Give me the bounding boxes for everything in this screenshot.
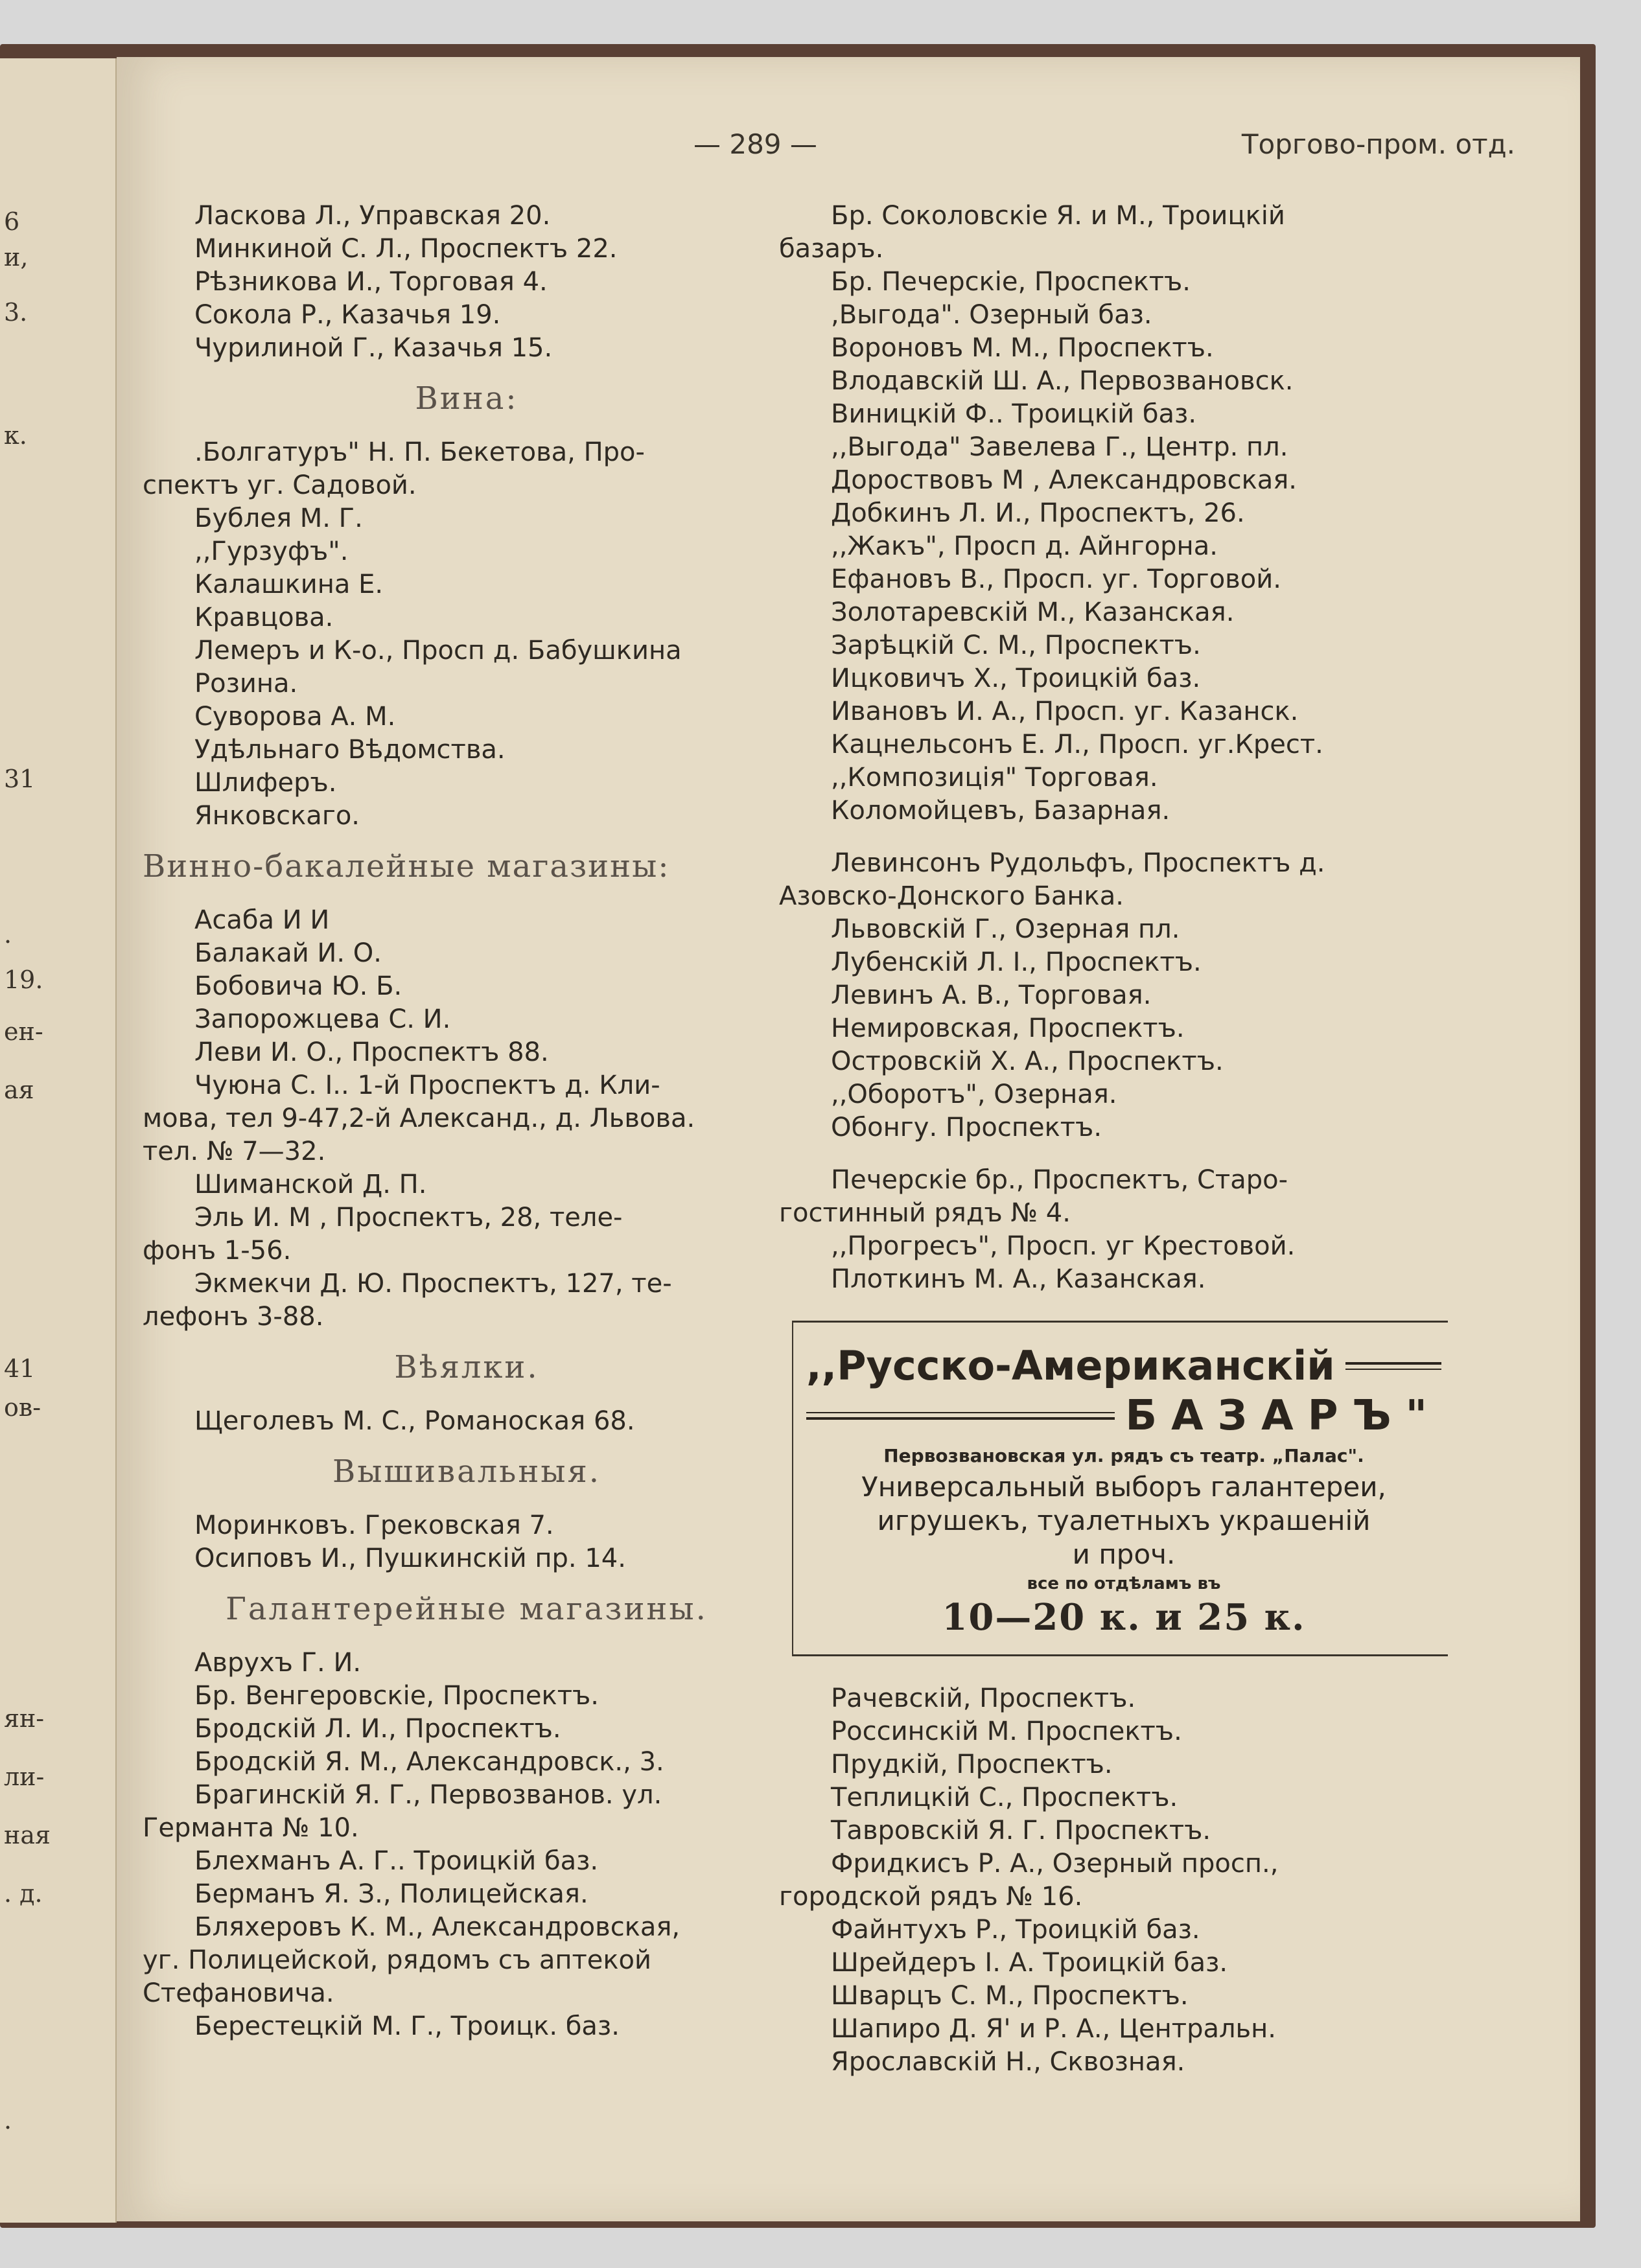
directory-entry	[779, 1748, 1537, 1781]
directory-line: Обонгу. Проспектъ.	[831, 1113, 1102, 1142]
left-column	[143, 200, 791, 2043]
directory-line: Шапиро Д. Я' и Р. А., Центральн.	[831, 2014, 1276, 2044]
directory-line: Шиманской Д. П.	[194, 1170, 427, 1199]
directory-line: Ефановъ В., Просп. уг. Торговой.	[831, 564, 1281, 594]
directory-line: Шлиферъ.	[194, 768, 337, 798]
directory-line: Азовско-Донского Банка.	[779, 881, 1124, 911]
directory-line: Эль И. М , Проспектъ, 28, теле-	[194, 1203, 623, 1232]
ad-address: Первозвановская ул. рядъ съ театр. „Палас".	[883, 1445, 1364, 1466]
directory-line: Бродскій Л. И., Проспектъ.	[194, 1714, 561, 1744]
previous-page-text-fragment: ая	[4, 1076, 34, 1104]
ad-small-text: все по отдѣламъ въ	[1027, 1574, 1221, 1593]
right-middle-list	[779, 847, 1537, 1144]
directory-entry	[779, 332, 1537, 365]
directory-entry	[779, 1947, 1537, 1980]
ad-text-2: игрушекъ, туалетныхъ украшеній	[877, 1505, 1371, 1536]
directory-line: Золотаревскій М., Казанская.	[831, 597, 1235, 627]
previous-page-text-fragment: 19.	[4, 966, 43, 994]
directory-entry	[779, 1263, 1537, 1296]
directory-entry	[779, 1914, 1537, 1947]
directory-line: Россинскій М. Проспектъ.	[831, 1717, 1182, 1746]
previous-page-text-fragment: ен-	[4, 1017, 43, 1046]
directory-line: Ивановъ И. А., Просп. уг. Казанск.	[831, 697, 1299, 726]
directory-line: Чурилиной Г., Казачья 15.	[194, 333, 553, 363]
directory-entry	[143, 1003, 791, 1036]
directory-entry	[143, 1878, 791, 1911]
directory-line: ,Выгода". Озерный баз.	[831, 300, 1152, 330]
directory-entry	[143, 436, 791, 502]
directory-entry	[143, 1405, 791, 1438]
fans-list	[143, 1405, 791, 1438]
directory-line: Балакай И. О.	[194, 938, 382, 968]
directory-entry	[143, 634, 791, 667]
directory-entry	[143, 1201, 791, 1267]
ad-subtitle-rule	[806, 1412, 1115, 1420]
directory-entry	[143, 1542, 791, 1575]
directory-entry	[143, 700, 791, 734]
directory-entry	[779, 794, 1537, 827]
directory-entry	[143, 1509, 791, 1542]
directory-line: Левинъ А. В., Торговая.	[831, 980, 1152, 1010]
directory-entry	[143, 970, 791, 1003]
ad-title-text: ,,Русско-Американскій	[806, 1342, 1335, 1389]
directory-entry	[143, 904, 791, 937]
directory-line: Файнтухъ Р., Троицкій баз.	[831, 1915, 1200, 1945]
advertisement-box	[792, 1321, 1448, 1656]
directory-line: Добкинъ Л. И., Проспектъ, 26.	[831, 498, 1245, 528]
directory-line: Щеголевъ М. С., Романоская 68.	[194, 1406, 635, 1436]
directory-entry	[779, 946, 1537, 979]
previous-page-text-fragment: 3.	[4, 298, 28, 327]
section-heading-wine-grocery: Винно-бакалейные магазины:	[143, 848, 670, 885]
previous-page-text-fragment: .	[4, 920, 12, 949]
directory-line: Удѣльнаго Вѣдомства.	[194, 735, 506, 765]
directory-entry	[143, 667, 791, 700]
ad-price: 10—20 к. и 25 к.	[942, 1596, 1306, 1639]
directory-entry	[779, 1012, 1537, 1045]
directory-line: Брагинскій Я. Г., Первозванов. ул.	[194, 1780, 662, 1810]
intro-list	[143, 200, 791, 365]
previous-page-text-fragment: ли-	[4, 1763, 45, 1791]
directory-line: Стефановича.	[143, 1978, 334, 2008]
previous-page-text-fragment: ов-	[4, 1393, 41, 1422]
directory-line: Экмекчи Д. Ю. Проспектъ, 127, те-	[194, 1269, 672, 1299]
directory-line: Розина.	[194, 669, 298, 699]
directory-line: Бродскій Я. М., Александровск., 3.	[194, 1747, 664, 1777]
directory-line: Сокола Р., Казачья 19.	[194, 300, 501, 330]
directory-entry	[779, 728, 1537, 761]
directory-line: Немировская, Проспектъ.	[831, 1013, 1185, 1043]
directory-entry	[779, 266, 1537, 299]
previous-page-text-fragment: . д.	[4, 1879, 43, 1908]
directory-entry	[143, 1647, 791, 1680]
directory-entry	[779, 365, 1537, 398]
directory-line: Минкиной С. Л., Проспектъ 22.	[194, 234, 618, 264]
ad-text-3: и проч.	[1072, 1538, 1176, 1570]
directory-line: ,,Оборотъ", Озерная.	[831, 1080, 1117, 1109]
directory-line: фонъ 1-56.	[143, 1236, 292, 1266]
directory-line: Моринковъ. Грековская 7.	[194, 1510, 554, 1540]
directory-entry	[779, 847, 1537, 913]
directory-entry	[143, 800, 791, 833]
directory-line: Бр. Соколовскіе Я. и М., Троицкій	[831, 201, 1285, 231]
directory-line: Янковскаго.	[194, 801, 360, 831]
directory-line: ,,Жакъ", Просп д. Айнгорна.	[831, 531, 1218, 561]
directory-line: Кравцова.	[194, 603, 334, 632]
directory-line: Ярославскій Н., Сквозная.	[831, 2047, 1185, 2077]
directory-line: городской рядъ № 16.	[779, 1882, 1083, 1912]
directory-entry	[779, 431, 1537, 464]
directory-line: Лубенскій Л. I., Проспектъ.	[831, 947, 1202, 977]
directory-entry	[143, 1036, 791, 1069]
ad-text-1: Универсальный выборъ галантереи,	[861, 1471, 1386, 1503]
directory-entry	[779, 1682, 1537, 1715]
directory-entry	[779, 662, 1537, 695]
directory-entry	[779, 1715, 1537, 1748]
directory-line: Львовскій Г., Озерная пл.	[831, 914, 1180, 944]
directory-entry	[143, 1713, 791, 1746]
directory-entry	[779, 695, 1537, 728]
directory-entry	[779, 1078, 1537, 1111]
directory-line: уг. Полицейской, рядомъ съ аптекой	[143, 1945, 652, 1975]
directory-entry	[779, 2013, 1537, 2046]
directory-line: Фридкисъ Р. А., Озерный просп.,	[831, 1849, 1279, 1879]
directory-line: Печерскіе бр., Проспектъ, Старо-	[831, 1165, 1288, 1195]
directory-line: Шварцъ С. М., Проспектъ.	[831, 1981, 1189, 2011]
directory-line: базаръ.	[779, 234, 884, 264]
directory-line: Вороновъ М. М., Проспектъ.	[831, 333, 1214, 363]
directory-entry	[779, 200, 1537, 266]
right-after-list	[779, 1164, 1537, 1296]
directory-line: Аврухъ Г. И.	[194, 1648, 362, 1678]
previous-page-text-fragment: 31	[4, 765, 36, 793]
directory-entry	[143, 937, 791, 970]
directory-entry	[779, 1045, 1537, 1078]
directory-entry	[779, 761, 1537, 794]
directory-entry	[143, 568, 791, 601]
wine-grocery-list	[143, 904, 791, 1334]
directory-entry	[143, 1680, 791, 1713]
directory-line: ,,Выгода" Завелева Г., Центр. пл.	[831, 432, 1288, 462]
directory-line: Лемеръ и К-о., Просп д. Бабушкина	[194, 636, 682, 665]
directory-line: Бобовича Ю. Б.	[194, 971, 402, 1001]
directory-line: Плоткинъ М. А., Казанская.	[831, 1264, 1206, 1294]
directory-entry	[143, 1845, 791, 1878]
right-bottom-list	[779, 1682, 1537, 2079]
section-heading-fans: Вѣялки.	[394, 1349, 539, 1385]
haberdashery-list	[143, 1647, 791, 2043]
directory-entry	[779, 1230, 1537, 1263]
directory-line: Берманъ Я. З., Полицейская.	[194, 1879, 588, 1909]
directory-entry	[779, 1980, 1537, 2013]
previous-page-edge	[0, 58, 117, 2223]
directory-entry	[143, 2010, 791, 2043]
directory-entry	[779, 464, 1537, 497]
page-header	[117, 128, 1580, 167]
directory-line: Ласкова Л., Управская 20.	[194, 201, 551, 231]
previous-page-text-fragment: ян-	[4, 1704, 45, 1733]
directory-line: Коломойцевъ, Базарная.	[831, 796, 1170, 826]
directory-entry	[779, 596, 1537, 629]
right-top-list	[779, 200, 1537, 827]
directory-entry	[779, 563, 1537, 596]
previous-page-text-fragment: и,	[4, 243, 29, 272]
directory-line: Бр. Печерскіе, Проспектъ.	[831, 267, 1191, 297]
directory-line: Дороствовъ М , Александровская.	[831, 465, 1298, 495]
directory-line: спектъ уг. Садовой.	[143, 470, 417, 500]
previous-page-text-fragment: 6	[4, 207, 20, 236]
directory-entry	[779, 299, 1537, 332]
directory-line: Левинсонъ Рудольфъ, Проспектъ д.	[831, 848, 1325, 878]
directory-entry	[143, 535, 791, 568]
directory-line: Суворова А. М.	[194, 702, 396, 732]
directory-entry	[779, 1781, 1537, 1814]
directory-line: лефонъ 3-88.	[143, 1302, 324, 1332]
directory-line: ,,Прогресъ", Просп. уг Крестовой.	[831, 1231, 1296, 1261]
directory-line: Рѣзникова И., Торговая 4.	[194, 267, 548, 297]
directory-line: Виницкій Ф.. Троицкій баз.	[831, 399, 1197, 429]
ad-title-rule	[1345, 1362, 1441, 1370]
directory-line: Запорожцева С. И.	[194, 1004, 451, 1034]
directory-line: Рачевскій, Проспектъ.	[831, 1684, 1136, 1713]
directory-entry	[779, 979, 1537, 1012]
directory-entry	[143, 767, 791, 800]
book-page	[117, 57, 1580, 2221]
directory-line: Бр. Венгеровскіе, Проспектъ.	[194, 1681, 599, 1711]
directory-entry	[779, 913, 1537, 946]
directory-entry	[779, 398, 1537, 431]
page-number: — 289 —	[693, 128, 817, 160]
section-heading-haberdashery: Галантерейные магазины.	[226, 1591, 708, 1627]
directory-line: .Болгатуръ" Н. П. Бекетова, Про-	[194, 437, 645, 467]
directory-entry	[143, 1911, 791, 2010]
directory-line: Блехманъ А. Г.. Троицкій баз.	[194, 1846, 599, 1876]
directory-line: тел. № 7—32.	[143, 1137, 326, 1166]
directory-entry	[143, 1746, 791, 1779]
directory-entry	[143, 601, 791, 634]
previous-page-text-fragment: .	[4, 2106, 12, 2135]
previous-page-text-fragment: к.	[4, 421, 27, 450]
directory-entry	[779, 1164, 1537, 1230]
directory-line: Ицковичъ Х., Троицкій баз.	[831, 664, 1201, 693]
directory-entry	[779, 530, 1537, 563]
directory-line: Германта № 10.	[143, 1813, 359, 1843]
running-head: Торгово-пром. отд.	[1241, 128, 1515, 160]
directory-line: ,,Композиція" Торговая.	[831, 763, 1158, 793]
directory-entry	[779, 2046, 1537, 2079]
directory-entry	[143, 1168, 791, 1201]
ad-title	[806, 1342, 1441, 1390]
directory-line: Прудкій, Проспектъ.	[831, 1750, 1113, 1779]
directory-line: Калашкина Е.	[194, 570, 384, 599]
right-column	[779, 200, 1537, 2079]
wines-list	[143, 436, 791, 833]
directory-entry	[143, 502, 791, 535]
ad-subtitle	[806, 1390, 1441, 1442]
section-heading-wines: Вина:	[415, 380, 518, 417]
directory-line: гостинный рядъ № 4.	[779, 1198, 1071, 1228]
directory-line: Леви И. О., Проспектъ 88.	[194, 1037, 549, 1067]
ad-subtitle-text: БАЗАРЪ"	[1125, 1392, 1441, 1440]
directory-line: Кацнельсонъ Е. Л., Просп. уг.Крест.	[831, 730, 1323, 759]
directory-entry	[779, 497, 1537, 530]
directory-line: Островскій Х. А., Проспектъ.	[831, 1047, 1224, 1076]
directory-line: Теплицкій С., Проспектъ.	[831, 1783, 1178, 1812]
directory-entry	[779, 1111, 1537, 1144]
previous-page-text-fragment: 41	[4, 1354, 36, 1383]
directory-line: Зарѣцкій С. М., Проспектъ.	[831, 631, 1201, 660]
directory-entry	[143, 1779, 791, 1845]
directory-line: мова, тел 9-47,2-й Александ., д. Львова.	[143, 1104, 695, 1133]
directory-entry	[779, 1814, 1537, 1847]
directory-entry	[779, 1847, 1537, 1914]
directory-line: Берестецкій М. Г., Троицк. баз.	[194, 2011, 620, 2041]
directory-line: Влодавскій Ш. А., Первозвановск.	[831, 366, 1294, 396]
directory-line: Тавровскій Я. Г. Проспектъ.	[831, 1816, 1211, 1846]
directory-entry	[143, 1069, 791, 1168]
directory-line: ,,Гурзуфъ".	[194, 537, 349, 566]
directory-line: Шрейдеръ I. А. Троицкій баз.	[831, 1948, 1228, 1978]
directory-entry	[143, 1267, 791, 1334]
directory-entry	[143, 734, 791, 767]
directory-line: Асаба И И	[194, 905, 330, 935]
embroidery-list	[143, 1509, 791, 1575]
previous-page-text-fragment: ная	[4, 1821, 51, 1849]
directory-line: Чуюна С. I.. 1-й Проспектъ д. Кли-	[194, 1070, 660, 1100]
directory-entry	[779, 629, 1537, 662]
directory-line: Бублея М. Г.	[194, 503, 363, 533]
section-heading-embroidery: Вышивальныя.	[332, 1453, 601, 1490]
directory-line: Осиповъ И., Пушкинскій пр. 14.	[194, 1544, 626, 1573]
directory-line: Бляхеровъ К. М., Александровская,	[194, 1912, 681, 1942]
